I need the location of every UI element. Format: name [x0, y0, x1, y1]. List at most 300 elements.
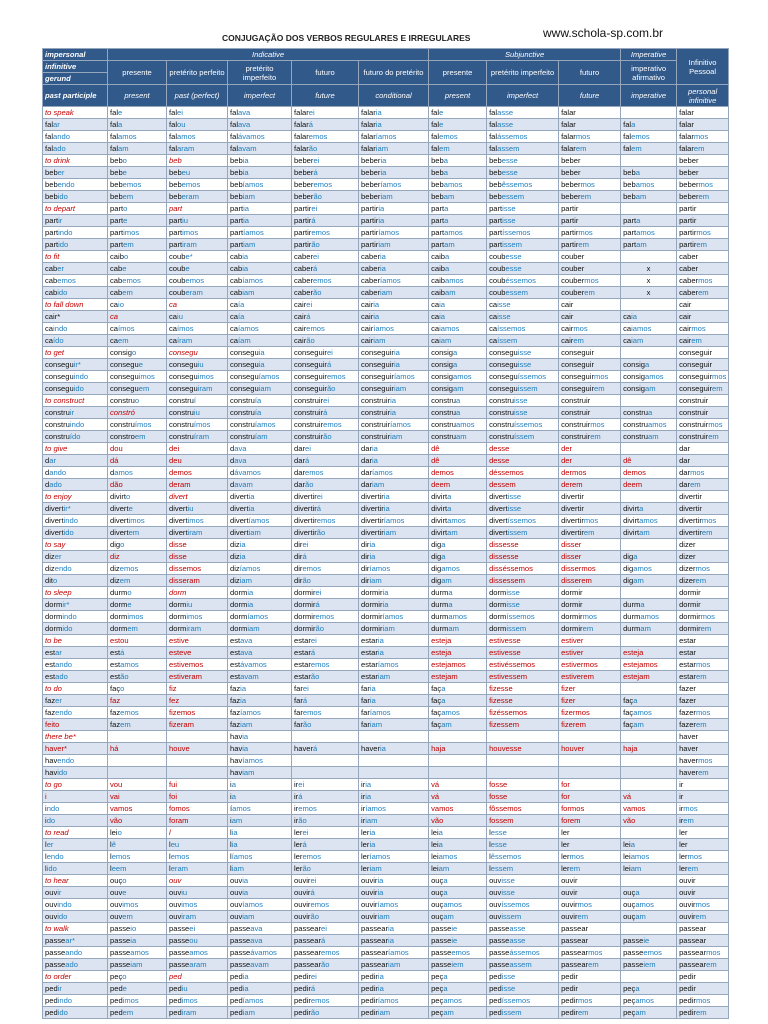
table-cell: déssemos [487, 467, 559, 479]
table-cell: conseguirmos [559, 371, 621, 383]
table-row [43, 179, 729, 191]
table-cell: falado [43, 143, 108, 155]
table-cell: dizermos [677, 563, 729, 575]
table-cell: passear [559, 935, 621, 947]
table-cell: partissem [487, 239, 559, 251]
table-cell: lendo [43, 851, 108, 863]
header-indicative: Indicative [108, 49, 429, 61]
table-cell: leria [359, 827, 429, 839]
table-cell: divirtamos [621, 515, 677, 527]
table-cell: dei [167, 443, 228, 455]
table-cell: couberem [559, 287, 621, 299]
table-cell: passeava [228, 935, 292, 947]
table-cell: conseguiria [359, 359, 429, 371]
table-cell: pedir [559, 971, 621, 983]
table-row [43, 851, 729, 863]
table-cell: der [559, 443, 621, 455]
table-cell: derem [559, 479, 621, 491]
table-cell [559, 755, 621, 767]
table-cell: fazem [108, 719, 167, 731]
table-cell: deu [167, 455, 228, 467]
table-cell: conseguíamos [228, 371, 292, 383]
table-cell: construíram [167, 431, 228, 443]
table-cell: ouçamos [621, 899, 677, 911]
table-cell: digamos [621, 563, 677, 575]
header-pt-col: presente [429, 61, 487, 85]
table-cell: conseguirão [292, 383, 359, 395]
table-cell: estarei [292, 635, 359, 647]
table-cell: falará [292, 119, 359, 131]
table-cell: partir [559, 203, 621, 215]
table-cell: passeará [292, 935, 359, 947]
table-cell: estado [43, 671, 108, 683]
table-cell: estejamos [621, 659, 677, 671]
table-cell: dará [292, 455, 359, 467]
table-cell: durma [429, 599, 487, 611]
table-cell: dou [108, 443, 167, 455]
table-cell: construirá [292, 407, 359, 419]
table-cell: cairão [292, 335, 359, 347]
table-cell: partíamos [228, 227, 292, 239]
table-cell: coube* [167, 251, 228, 263]
table-cell: vão [429, 815, 487, 827]
table-cell: fosse [487, 791, 559, 803]
table-cell: lermos [559, 851, 621, 863]
table-cell: indo [43, 803, 108, 815]
table-cell: divertissem [487, 527, 559, 539]
table-cell: construirem [559, 431, 621, 443]
table-cell [429, 755, 487, 767]
table-cell: construir [43, 407, 108, 419]
table-cell: ler [677, 827, 729, 839]
table-cell: cairmos [677, 323, 729, 335]
table-cell: partirem [559, 239, 621, 251]
table-cell: construirmos [559, 419, 621, 431]
table-cell: ouvia [228, 875, 292, 887]
table-cell: falar [677, 107, 729, 119]
table-cell: couber [559, 251, 621, 263]
table-cell: caíssem [487, 335, 559, 347]
table-cell: digo [108, 539, 167, 551]
table-cell: irmos [677, 803, 729, 815]
table-cell: cairei [292, 299, 359, 311]
table-cell: iria [359, 779, 429, 791]
table-cell: dávamos [228, 467, 292, 479]
table-cell: conseguiríamos [359, 371, 429, 383]
table-cell: houve [167, 743, 228, 755]
table-cell: estive [167, 635, 228, 647]
table-cell: to fit [43, 251, 108, 263]
table-cell: caímos [108, 323, 167, 335]
table-cell: divertia [228, 491, 292, 503]
table-row [43, 143, 729, 155]
table-cell: x [621, 263, 677, 275]
table-cell: x [621, 275, 677, 287]
table-cell: ouviram [167, 911, 228, 923]
table-cell: diriam [359, 575, 429, 587]
table-cell: vão [108, 815, 167, 827]
table-cell: farei [292, 683, 359, 695]
table-row [43, 443, 729, 455]
table-cell: falemos [621, 131, 677, 143]
table-cell: falarmos [677, 131, 729, 143]
table-cell: caem [108, 335, 167, 347]
table-cell: demos [167, 467, 228, 479]
table-cell: construir [559, 395, 621, 407]
table-cell: partíssemos [487, 227, 559, 239]
table-cell: dormiria [359, 587, 429, 599]
table-cell: construirmos [677, 419, 729, 431]
table-cell: vamos [108, 803, 167, 815]
table-cell: divertimos [108, 515, 167, 527]
table-cell: partirmos [677, 227, 729, 239]
table-cell: beber [43, 167, 108, 179]
table-cell: pede [108, 983, 167, 995]
table-row [43, 635, 729, 647]
table-cell: consigamos [621, 371, 677, 383]
table-cell: pedir [677, 971, 729, 983]
table-cell: faremos [292, 707, 359, 719]
table-cell: dizíamos [228, 563, 292, 575]
table-cell: partimos [167, 227, 228, 239]
table-cell: beberemos [292, 179, 359, 191]
table-header [43, 49, 729, 107]
table-cell: estão [108, 671, 167, 683]
table-cell: dar [43, 455, 108, 467]
table-row [43, 311, 729, 323]
table-cell: vão [621, 815, 677, 827]
table-cell: peça [429, 983, 487, 995]
table-cell: dormir [559, 599, 621, 611]
table-cell: fazer [43, 695, 108, 707]
table-cell: partindo [43, 227, 108, 239]
table-cell: haja [621, 743, 677, 755]
table-cell: pedindo [43, 995, 108, 1007]
table-cell: divertindo [43, 515, 108, 527]
table-cell: fizesse [487, 683, 559, 695]
table-cell: beberíamos [359, 179, 429, 191]
table-cell: ler [559, 827, 621, 839]
table-row [43, 983, 729, 995]
table-cell: cabemos [108, 275, 167, 287]
table-cell: bebemos [167, 179, 228, 191]
table-cell: divertirei [292, 491, 359, 503]
table-row [43, 479, 729, 491]
table-row [43, 779, 729, 791]
table-cell: fazia [228, 683, 292, 695]
table-cell: faça [429, 695, 487, 707]
table-cell: cairia [359, 311, 429, 323]
table-cell: to be [43, 635, 108, 647]
table-cell: divertiram [167, 527, 228, 539]
table-cell: digam [429, 575, 487, 587]
table-cell: falamos [108, 131, 167, 143]
table-cell: bebam [621, 191, 677, 203]
table-cell: lerão [292, 863, 359, 875]
table-cell: beberá [292, 167, 359, 179]
table-cell: diria [359, 551, 429, 563]
table-cell: ouvirem [559, 911, 621, 923]
table-cell: conseguem [108, 383, 167, 395]
table-cell: ia [228, 791, 292, 803]
table-cell: dormirem [559, 623, 621, 635]
table-cell: dormir* [43, 599, 108, 611]
table-cell: ouvir [43, 887, 108, 899]
table-cell: passeariam [359, 959, 429, 971]
table-cell: disseram [167, 575, 228, 587]
table-cell: ca [167, 299, 228, 311]
table-cell: dormirem [677, 623, 729, 635]
table-cell [621, 395, 677, 407]
table-cell: partirão [292, 239, 359, 251]
table-cell: coubessem [487, 287, 559, 299]
table-cell: ia [228, 779, 292, 791]
table-cell: construirão [292, 431, 359, 443]
table-cell: dormissem [487, 623, 559, 635]
table-row [43, 947, 729, 959]
table-cell: partir [559, 215, 621, 227]
table-cell: construam [621, 431, 677, 443]
table-cell: construía [228, 407, 292, 419]
table-cell: cairia [359, 299, 429, 311]
table-cell: lesse [487, 827, 559, 839]
table-cell: couber [559, 263, 621, 275]
table-row [43, 863, 729, 875]
table-cell: construiremos [292, 419, 359, 431]
table-cell: passeamos [167, 947, 228, 959]
table-cell [429, 767, 487, 779]
table-row [43, 107, 729, 119]
table-cell: passeasse [487, 923, 559, 935]
table-cell: houver [559, 743, 621, 755]
table-cell: ouvido [43, 911, 108, 923]
table-cell: falem [429, 143, 487, 155]
table-cell: dormirei [292, 587, 359, 599]
table-cell: partem [108, 239, 167, 251]
table-row [43, 347, 729, 359]
table-cell: beberia [359, 155, 429, 167]
table-cell: darem [677, 479, 729, 491]
table-cell: to enjoy [43, 491, 108, 503]
table-cell: diz [108, 551, 167, 563]
table-cell: there be* [43, 731, 108, 743]
table-cell: cabemos [43, 275, 108, 287]
table-cell: leria [359, 839, 429, 851]
table-cell: falarei [292, 107, 359, 119]
table-cell: fale [108, 107, 167, 119]
table-cell: ouvir [559, 875, 621, 887]
table-cell: divirta [429, 491, 487, 503]
table-cell: caio [108, 299, 167, 311]
table-cell [559, 731, 621, 743]
table-cell: iríamos [359, 803, 429, 815]
table-cell: falaram [167, 143, 228, 155]
table-cell: construisse [487, 407, 559, 419]
table-cell: estivéssemos [487, 659, 559, 671]
table-cell: beber [677, 155, 729, 167]
table-cell: desse [487, 443, 559, 455]
table-cell: durma [429, 587, 487, 599]
table-cell: ouvia [228, 887, 292, 899]
table-cell: construa [429, 407, 487, 419]
table-cell: dizer [677, 551, 729, 563]
table-cell: conseguiu [167, 359, 228, 371]
table-cell: bebiam [228, 191, 292, 203]
table-cell: fazerem [677, 719, 729, 731]
table-cell: estaria [359, 647, 429, 659]
table-cell: cairíamos [359, 323, 429, 335]
table-cell: beber [677, 167, 729, 179]
table-cell: vá [621, 791, 677, 803]
table-cell: estivemos [167, 659, 228, 671]
table-cell: divertimos [167, 515, 228, 527]
table-cell [487, 767, 559, 779]
table-cell: falarem [677, 143, 729, 155]
table-cell: parta [429, 215, 487, 227]
table-cell: divertirmos [677, 515, 729, 527]
table-cell [167, 731, 228, 743]
table-cell: diziam [228, 575, 292, 587]
table-cell: caberá [292, 263, 359, 275]
table-cell: ouviríamos [359, 899, 429, 911]
table-cell: dizer [677, 539, 729, 551]
table-cell: durmam [429, 623, 487, 635]
table-row [43, 359, 729, 371]
table-cell: faz [108, 695, 167, 707]
table-cell: construiriam [359, 431, 429, 443]
table-cell: partirem [677, 239, 729, 251]
table-cell: conseguirmos [677, 371, 729, 383]
table-cell: cairem [559, 335, 621, 347]
table-cell: caia [429, 311, 487, 323]
table-cell: dormirmos [559, 611, 621, 623]
table-row [43, 383, 729, 395]
table-cell: beberam [167, 191, 228, 203]
table-cell: dormir [677, 587, 729, 599]
table-cell: estavam [228, 671, 292, 683]
table-cell: parto [108, 203, 167, 215]
table-cell: daria [359, 443, 429, 455]
table-cell: beb [167, 155, 228, 167]
table-cell: disser [559, 539, 621, 551]
table-row [43, 1007, 729, 1019]
table-cell: haver [677, 731, 729, 743]
table-row [43, 995, 729, 1007]
table-row [43, 743, 729, 755]
table-cell: divirto [108, 491, 167, 503]
table-cell: esteve [167, 647, 228, 659]
table-row [43, 191, 729, 203]
table-cell: conseguirá [292, 359, 359, 371]
table-cell [621, 251, 677, 263]
table-cell: fale [429, 119, 487, 131]
table-cell: caia [429, 299, 487, 311]
table-cell: divertiam [228, 527, 292, 539]
table-cell: dormiriam [359, 623, 429, 635]
table-cell: caiu [167, 311, 228, 323]
table-cell: conseguimos [108, 371, 167, 383]
table-row [43, 623, 729, 635]
table-cell: parta [621, 215, 677, 227]
table-cell: fizemos [167, 707, 228, 719]
table-cell: beberiam [359, 191, 429, 203]
table-cell: caiamos [429, 323, 487, 335]
table-cell: construímos [108, 419, 167, 431]
header-en-col: present [429, 85, 487, 107]
table-cell [621, 731, 677, 743]
table-cell: conseguiram [167, 383, 228, 395]
table-cell: divertir [559, 491, 621, 503]
table-cell [621, 767, 677, 779]
table-cell: estando [43, 659, 108, 671]
table-cell: cabiam [228, 287, 292, 299]
table-cell: digamos [429, 563, 487, 575]
table-row [43, 671, 729, 683]
table-cell: to go [43, 779, 108, 791]
site-url: www.schola-sp.com.br [543, 26, 664, 40]
table-cell [621, 347, 677, 359]
table-cell: estamos [108, 659, 167, 671]
table-cell: caberemos [292, 275, 359, 287]
table-cell: conseguiam [228, 383, 292, 395]
table-cell: caiba [429, 263, 487, 275]
table-cell: partir [677, 203, 729, 215]
table-cell: partiram [167, 239, 228, 251]
table-cell: to order [43, 971, 108, 983]
table-cell: estava [228, 647, 292, 659]
table-cell: partir [677, 215, 729, 227]
table-cell: estava [228, 635, 292, 647]
header-pt-col: imperativo afirmativo [621, 61, 677, 85]
table-cell: dormir [677, 599, 729, 611]
table-cell: passeou [167, 935, 228, 947]
table-cell [292, 731, 359, 743]
table-cell: irá [292, 791, 359, 803]
table-cell: passeávamos [228, 947, 292, 959]
table-cell: passearão [292, 959, 359, 971]
table-cell: havíamos [228, 755, 292, 767]
table-cell: partisse [487, 203, 559, 215]
table-cell: caímos [167, 323, 228, 335]
table-cell: daria [359, 455, 429, 467]
table-cell: bebemos [108, 179, 167, 191]
table-row [43, 539, 729, 551]
table-cell: pedir [43, 983, 108, 995]
header-pt-col: pretérito imperfeito [228, 61, 292, 85]
table-cell: haver* [43, 743, 108, 755]
table-cell: pediu [167, 983, 228, 995]
table-cell: dizemos [108, 563, 167, 575]
table-cell: esteja [429, 635, 487, 647]
table-cell: estariam [359, 671, 429, 683]
table-cell: haver [677, 743, 729, 755]
table-cell: partido [43, 239, 108, 251]
table-cell: passeie [621, 935, 677, 947]
table-cell: caisse [487, 299, 559, 311]
table-row [43, 839, 729, 851]
table-cell: conseguisse [487, 359, 559, 371]
table-cell: passeássemos [487, 947, 559, 959]
table-cell: passearíamos [359, 947, 429, 959]
table-cell: part [167, 203, 228, 215]
table-cell: bebessem [487, 191, 559, 203]
table-cell: dizer [43, 551, 108, 563]
table-cell: divertir* [43, 503, 108, 515]
table-cell: fosse [487, 779, 559, 791]
table-cell: dê [429, 443, 487, 455]
table-cell: caibamos [429, 275, 487, 287]
table-cell: estivesse [487, 635, 559, 647]
